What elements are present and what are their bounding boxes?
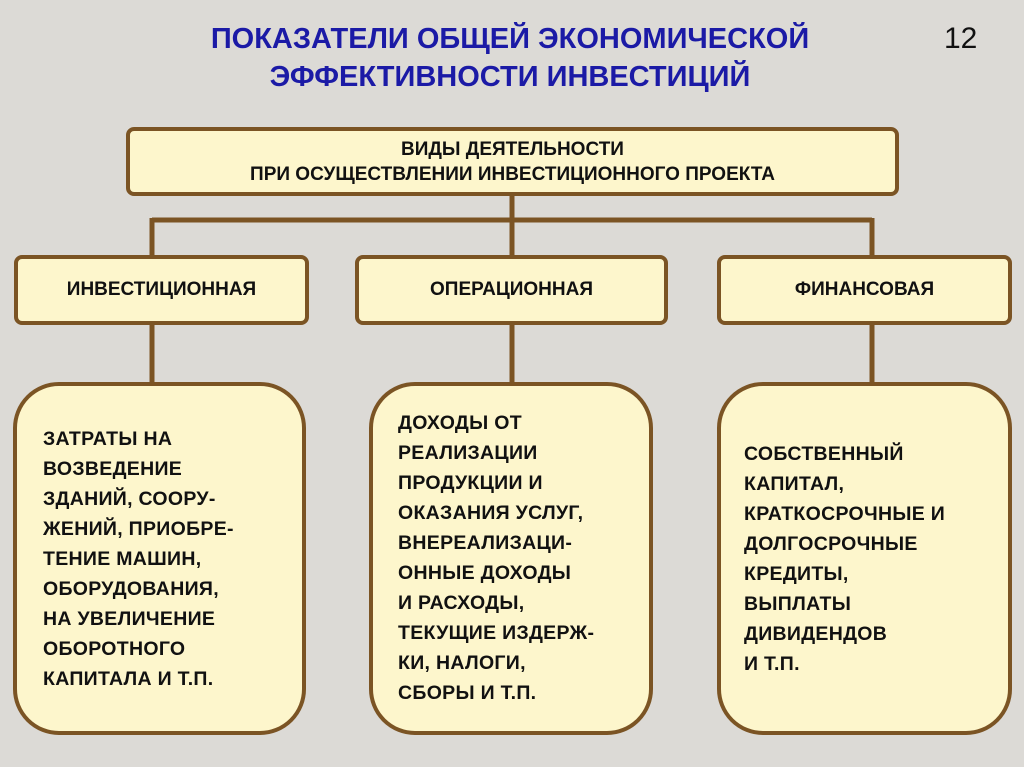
detail-line: ДИВИДЕНДОВ	[744, 622, 888, 645]
category-label: ИНВЕСТИЦИОННАЯ	[66, 279, 257, 300]
detail-line: КРЕДИТЫ,	[744, 562, 849, 585]
detail-line: РЕАЛИЗАЦИИ	[398, 442, 538, 464]
detail-line: КИ, НАЛОГИ,	[398, 652, 526, 674]
slide-title	[100, 20, 920, 96]
detail-line: ЗАТРАТЫ НА	[43, 427, 173, 450]
category-box-investment	[14, 255, 309, 325]
detail-box-operational	[369, 382, 653, 735]
page-number: 12	[944, 22, 978, 55]
category-label: ФИНАНСОВАЯ	[794, 279, 935, 300]
detail-line: И Т.П.	[744, 652, 800, 675]
detail-line: НА УВЕЛИЧЕНИЕ	[43, 607, 216, 630]
slide-title-line-1: ПОКАЗАТЕЛИ ОБЩЕЙ ЭКОНОМИЧЕСКОЙ	[210, 23, 810, 55]
category-box-operational	[355, 255, 668, 325]
detail-line: СБОРЫ И Т.П.	[398, 682, 537, 704]
detail-line: И РАСХОДЫ,	[398, 592, 525, 614]
detail-line: ВЫПЛАТЫ	[744, 592, 852, 615]
detail-line: ВНЕРЕАЛИЗАЦИ-	[398, 532, 573, 554]
detail-line: ОБОРОТНОГО	[43, 637, 186, 660]
detail-line: ВОЗВЕДЕНИЕ	[43, 457, 183, 480]
detail-line: ДОЛГОСРОЧНЫЕ	[744, 532, 918, 555]
detail-line: ОБОРУДОВАНИЯ,	[43, 577, 219, 600]
detail-box-investment	[13, 382, 306, 735]
detail-line: КАПИТАЛ,	[744, 472, 845, 495]
root-box	[126, 127, 899, 196]
detail-line: СОБСТВЕННЫЙ	[744, 442, 904, 465]
root-line-2: ПРИ ОСУЩЕСТВЛЕНИИ ИНВЕСТИЦИОННОГО ПРОЕКТА	[250, 163, 775, 185]
detail-line: ТЕКУЩИЕ ИЗДЕРЖ-	[398, 622, 595, 644]
detail-line: КРАТКОСРОЧНЫЕ И	[744, 502, 946, 525]
root-line-1: ВИДЫ ДЕЯТЕЛЬНОСТИ	[401, 138, 624, 160]
detail-line: ПРОДУКЦИИ И	[398, 472, 543, 494]
detail-line: ДОХОДЫ ОТ	[398, 412, 522, 434]
category-box-financial	[717, 255, 1012, 325]
detail-line: ТЕНИЕ МАШИН,	[43, 547, 202, 570]
slide-title-line-2: ЭФФЕКТИВНОСТИ ИНВЕСТИЦИЙ	[269, 61, 751, 93]
detail-line: КАПИТАЛА И Т.П.	[43, 667, 214, 690]
detail-line: ОННЫЕ ДОХОДЫ	[398, 562, 572, 584]
detail-box-financial	[717, 382, 1012, 735]
detail-line: ОКАЗАНИЯ УСЛУГ,	[398, 502, 584, 524]
category-label: ОПЕРАЦИОННАЯ	[430, 279, 593, 300]
detail-line: ЗДАНИЙ, СООРУ-	[43, 487, 216, 510]
detail-line: ЖЕНИЙ, ПРИОБРЕ-	[43, 517, 234, 540]
